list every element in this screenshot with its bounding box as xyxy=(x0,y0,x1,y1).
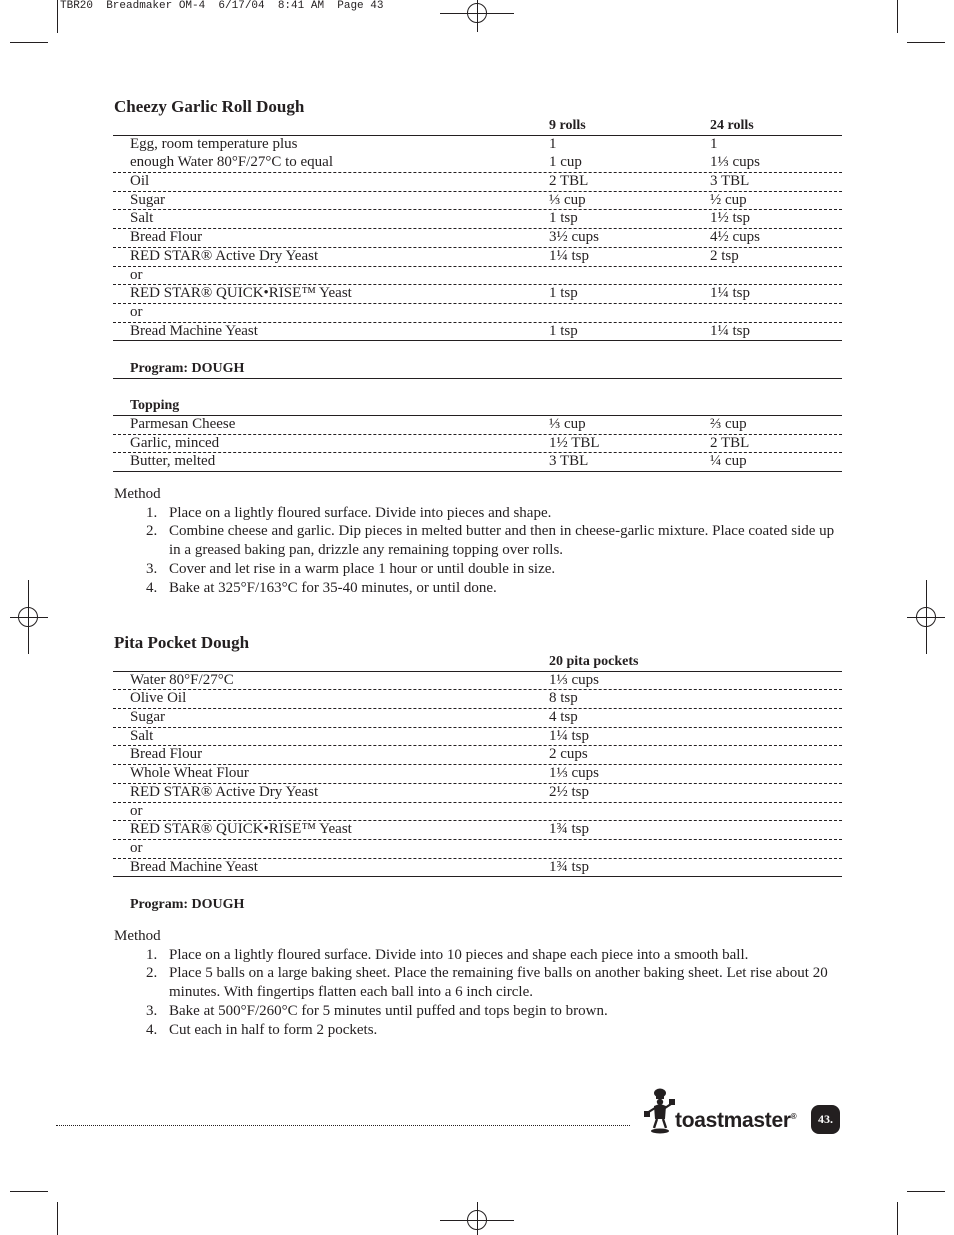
method-section xyxy=(114,485,844,597)
registered-mark: ® xyxy=(790,1112,797,1121)
quantity-small: 1 tsp xyxy=(549,322,578,339)
program-label: Program: DOUGH xyxy=(130,896,245,912)
registration-circle xyxy=(467,3,487,23)
quantity: 1⅓ cups xyxy=(549,765,599,782)
crop-mark xyxy=(897,0,898,33)
quantity: 2½ tsp xyxy=(549,783,590,800)
quantity-large: 1 xyxy=(710,135,718,152)
recipe-title: Cheezy Garlic Roll Dough xyxy=(114,97,305,116)
footer-rule xyxy=(56,1125,630,1126)
method-step: 1. Place on a lightly floured surface. Divide into pieces and shape. xyxy=(146,504,552,521)
quantity-large: 2 TBL xyxy=(710,434,750,451)
quantity-large: 1¼ tsp xyxy=(710,285,751,302)
quantity: 1¾ tsp xyxy=(549,858,590,875)
ingredient-name: RED STAR® Active Dry Yeast xyxy=(130,783,319,800)
ingredient-name: Bread Machine Yeast xyxy=(130,858,258,875)
ingredient-name: or xyxy=(130,266,143,283)
crop-mark xyxy=(57,0,58,33)
table-row xyxy=(113,821,842,840)
column-header: 24 rolls xyxy=(710,118,754,133)
spacer-row xyxy=(113,877,842,896)
table-row xyxy=(113,154,842,173)
recipe-title: Pita Pocket Dough xyxy=(114,633,250,652)
method-step: 2. Combine cheese and garlic. Dip pieces in melted butter and then in cheese-garlic mixture. Place coated side up in a greased baking pan, drizzle any remaining topping over rolls. xyxy=(146,523,835,559)
print-slug: TBR20 Breadmaker OM-4 6/17/04 8:41 AM Page 43 xyxy=(60,0,384,12)
method-step: 1. Place on a lightly floured surface. Divide into 10 pieces and shape each piece into a smooth ball. xyxy=(146,946,749,963)
crop-mark xyxy=(897,1202,898,1235)
ingredient-name: Bread Flour xyxy=(130,229,203,246)
quantity-small: ⅓ cup xyxy=(549,416,586,432)
table-row xyxy=(113,210,842,229)
topping-label: Topping xyxy=(130,398,180,414)
quantity: 4 tsp xyxy=(549,709,578,726)
ingredient-name: Olive Oil xyxy=(130,690,187,707)
quantity: 1¼ tsp xyxy=(549,727,590,744)
quantity-small: ⅓ cup xyxy=(549,191,586,208)
quantity-small: 2 TBL xyxy=(549,173,589,190)
ingredient-name: or xyxy=(130,802,143,819)
table-row xyxy=(113,323,842,342)
program-row xyxy=(113,360,842,379)
ingredient-name: Bread Flour xyxy=(130,746,203,763)
ingredient-table xyxy=(113,117,842,472)
method-steps xyxy=(114,946,844,1040)
step-text: Cut each in half to form 2 pockets. xyxy=(169,1021,378,1038)
quantity-large: 4½ cups xyxy=(710,229,760,246)
step-text: Bake at 325°F/163°C for 35-40 minutes, or until done. xyxy=(169,579,497,596)
table-header xyxy=(113,117,842,136)
step-text: Place 5 balls on a large baking sheet. Place the remaining five balls on another baking sheet. Let rise about 20 minutes. With fingertips flatten each ball into a 6 inch circle. xyxy=(169,965,828,1001)
ingredient-name: Salt xyxy=(130,727,154,744)
registration-circle xyxy=(467,1210,487,1230)
ingredient-name: or xyxy=(130,839,143,856)
method-step: 4. Bake at 325°F/163°C for 35-40 minutes, or until done. xyxy=(146,579,497,596)
method-step: 3. Cover and let rise in a warm place 1 hour or until double in size. xyxy=(146,560,556,577)
table-row xyxy=(113,672,842,691)
column-header: 20 pita pockets xyxy=(549,654,639,669)
table-row xyxy=(113,746,842,765)
quantity-large: 2 tsp xyxy=(710,247,739,264)
crop-mark xyxy=(57,1202,58,1235)
crop-mark xyxy=(907,42,945,43)
step-text: Cover and let rise in a warm place 1 hour or until double in size. xyxy=(169,560,556,577)
spacer-row xyxy=(113,341,842,360)
ingredient-name: Whole Wheat Flour xyxy=(130,765,249,782)
registration-circle xyxy=(916,607,936,627)
quantity: 2 cups xyxy=(549,746,588,763)
quantity: 8 tsp xyxy=(549,690,578,707)
table-row xyxy=(113,304,842,323)
column-header: 9 rolls xyxy=(549,118,586,133)
ingredient-name: Water 80°F/27°C xyxy=(130,671,234,688)
table-row xyxy=(113,859,842,878)
table-row xyxy=(113,435,842,454)
quantity-large: 1¼ tsp xyxy=(710,322,751,339)
quantity-large: 1½ tsp xyxy=(710,210,751,227)
registration-circle xyxy=(18,607,38,627)
ingredient-name: Oil xyxy=(130,173,150,190)
step-text: Place on a lightly floured surface. Divide into pieces and shape. xyxy=(169,504,552,521)
crop-mark xyxy=(10,1191,48,1192)
program-label: Program: DOUGH xyxy=(130,360,245,376)
ingredient-name: enough Water 80°F/27°C to equal xyxy=(130,154,333,171)
quantity-small: 3½ cups xyxy=(549,229,599,246)
table-row xyxy=(113,248,842,267)
quantity-small: 1 tsp xyxy=(549,285,578,302)
method-label: Method xyxy=(114,928,161,944)
quantity-small: 1½ TBL xyxy=(549,434,600,451)
crop-mark xyxy=(907,1191,945,1192)
ingredient-name: Salt xyxy=(130,210,154,227)
spacer-row xyxy=(113,379,842,398)
page-number-badge: 43. xyxy=(811,1105,840,1134)
ingredient-name: Bread Machine Yeast xyxy=(130,322,258,339)
topping-header-row xyxy=(113,397,842,416)
table-row xyxy=(113,173,842,192)
table-row xyxy=(113,285,842,304)
method-step: 2. Place 5 balls on a large baking sheet. Place the remaining five balls on another baking sheet. Let rise about 20 minutes. With fingertips flatten each ball into a 6 inch circle. xyxy=(146,965,828,1001)
table-row xyxy=(113,803,842,822)
ingredient-name: or xyxy=(130,303,143,320)
table-row xyxy=(113,709,842,728)
ingredient-name: Egg, room temperature plus xyxy=(130,135,298,152)
table-row xyxy=(113,229,842,248)
ingredient-name: Butter, melted xyxy=(130,453,216,470)
table-row xyxy=(113,136,842,155)
table-header xyxy=(113,653,842,672)
quantity-large: ⅔ cup xyxy=(710,416,747,432)
step-text: Place on a lightly floured surface. Divide into 10 pieces and shape each piece into a smooth ball. xyxy=(169,946,749,963)
quantity-small: 1 cup xyxy=(549,154,582,171)
method-label: Method xyxy=(114,486,161,502)
quantity-small: 3 TBL xyxy=(549,453,589,470)
table-row xyxy=(113,765,842,784)
quantity-small: 1¼ tsp xyxy=(549,247,590,264)
ingredient-name: RED STAR® Active Dry Yeast xyxy=(130,247,319,264)
table-row xyxy=(113,453,842,472)
quantity-large: 1⅓ cups xyxy=(710,154,760,171)
table-row xyxy=(113,416,842,435)
brand-name: toastmaster xyxy=(675,1109,791,1132)
quantity: 1¾ tsp xyxy=(549,821,590,838)
quantity-small: 1 xyxy=(549,135,557,152)
table-row xyxy=(113,840,842,859)
quantity-large: 3 TBL xyxy=(710,173,750,190)
table-row xyxy=(113,690,842,709)
quantity: 1⅓ cups xyxy=(549,671,599,688)
method-step: 4. Cut each in half to form 2 pockets. xyxy=(146,1021,378,1038)
step-text: Combine cheese and garlic. Dip pieces in melted butter and then in cheese-garlic mixture. Place coated side up in a greased baking pan, drizzle any remaining topping over rolls. xyxy=(169,523,835,559)
ingredient-table xyxy=(113,653,842,915)
method-steps xyxy=(114,504,844,598)
crop-mark xyxy=(10,42,48,43)
ingredient-name: Garlic, minced xyxy=(130,434,220,451)
step-text: Bake at 500°F/260°C for 5 minutes until puffed and tops begin to brown. xyxy=(169,1002,608,1019)
ingredient-name: RED STAR® QUICK•RISE™ Yeast xyxy=(130,285,352,302)
table-row xyxy=(113,784,842,803)
ingredient-name: RED STAR® QUICK•RISE™ Yeast xyxy=(130,821,352,838)
method-section xyxy=(114,927,844,1039)
table-row xyxy=(113,192,842,211)
ingredient-name: Sugar xyxy=(130,709,165,726)
ingredient-name: Sugar xyxy=(130,191,165,208)
program-row xyxy=(113,896,842,915)
table-row xyxy=(113,728,842,747)
quantity-large: ½ cup xyxy=(710,191,747,208)
ingredient-name: Parmesan Cheese xyxy=(130,416,236,432)
quantity-large: ¼ cup xyxy=(710,453,747,470)
table-row xyxy=(113,267,842,286)
brand-logo xyxy=(675,1109,796,1133)
quantity-small: 1 tsp xyxy=(549,210,578,227)
method-step: 3. Bake at 500°F/260°C for 5 minutes until puffed and tops begin to brown. xyxy=(146,1002,608,1019)
